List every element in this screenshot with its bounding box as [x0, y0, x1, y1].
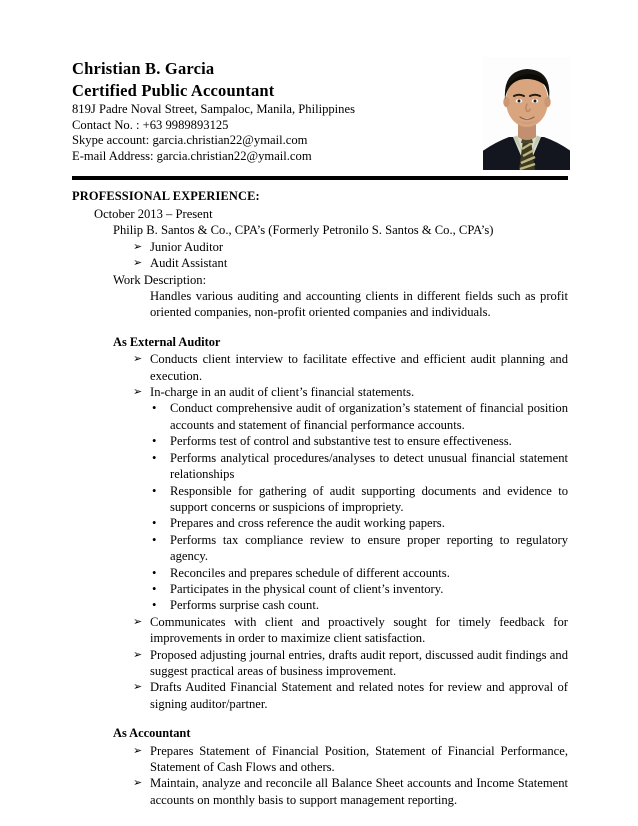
list-item-text: Performs tax compliance review to ensure proper reporting to regulatory agency. [170, 532, 568, 564]
list-item [152, 532, 568, 565]
list-item [152, 433, 568, 449]
arrow-bullet-icon: ➢ [133, 385, 143, 399]
candidate-name: Christian B. Garcia [72, 59, 215, 78]
accountant-list [72, 743, 568, 809]
list-item-text: Proposed adjusting journal entries, drafts audit report, discussed audit findings and suggest practical areas of business improvement. [150, 647, 568, 678]
role-label: Audit Assistant [150, 256, 228, 271]
list-item-text: Prepares Statement of Financial Position, Statement of Financial Performance, Statement of Cash Flows and others. [150, 743, 568, 774]
list-item [152, 400, 568, 433]
candidate-skype: Skype account: garcia.christian22@ymail.com [72, 133, 308, 148]
list-item-text: Prepares and cross reference the audit working papers. [170, 516, 445, 531]
dot-bullet-icon: • [152, 434, 157, 449]
candidate-title: Certified Public Accountant [72, 81, 275, 100]
external-auditor-sublist [72, 400, 568, 613]
candidate-email: E-mail Address: garcia.christian22@ymail.com [72, 148, 312, 163]
list-item-text: Responsible for gathering of audit supporting documents and evidence to support concerns or suspicions of impropriety. [170, 483, 568, 514]
experience-date-range: October 2013 – Present [94, 207, 213, 221]
experience-company: Philip B. Santos & Co., CPA’s (Formerly Petronilo S. Santos & Co., CPA’s) [113, 223, 494, 238]
candidate-photo [483, 57, 570, 170]
list-item [133, 679, 568, 712]
section-title-professional-experience: PROFESSIONAL EXPERIENCE: [72, 189, 260, 203]
arrow-bullet-icon: ➢ [133, 647, 143, 661]
list-item-text: Participates in the physical count of client’s inventory. [170, 581, 444, 596]
subsection-title-external-auditor: As External Auditor [113, 334, 221, 349]
list-item-text: Maintain, analyze and reconcile all Balance Sheet accounts and Income Statement accounts on monthly basis to support management reporting. [150, 776, 568, 807]
list-item-text: In-charge in an audit of client’s financial statements. [150, 385, 415, 400]
list-item [133, 775, 568, 808]
list-item [152, 597, 568, 613]
list-item-text: Performs surprise cash count. [170, 598, 319, 613]
list-item [133, 239, 568, 255]
work-description-label: Work Description: [113, 272, 207, 287]
list-item [133, 647, 568, 680]
list-item-text: Drafts Audited Financial Statement and related notes for review and approval of signing auditor/partner. [150, 680, 568, 711]
subsection-title-accountant: As Accountant [113, 726, 191, 741]
list-item [152, 483, 568, 516]
list-item-text: Conducts client interview to facilitate effective and efficient audit planning and execution. [150, 352, 568, 383]
experience-roles-list [72, 239, 568, 272]
dot-bullet-icon: • [152, 581, 157, 596]
arrow-bullet-icon: ➢ [133, 352, 143, 366]
resume-header [72, 58, 472, 164]
dot-bullet-icon: • [152, 565, 157, 580]
dot-bullet-icon: • [152, 401, 157, 416]
header-divider [72, 176, 568, 180]
arrow-bullet-icon: ➢ [133, 239, 143, 253]
work-description-text: Handles various auditing and accounting clients in different fields such as profit oriented companies, non-profit oriented companies and individuals. [150, 289, 568, 320]
list-item [133, 351, 568, 384]
arrow-bullet-icon: ➢ [133, 776, 143, 790]
candidate-contact-number: Contact No. : +63 9989893125 [72, 117, 229, 132]
list-item [133, 384, 568, 400]
list-item [133, 255, 568, 271]
arrow-bullet-icon: ➢ [133, 614, 143, 628]
arrow-bullet-icon: ➢ [133, 743, 143, 757]
portrait-photo-graphic [483, 57, 570, 170]
dot-bullet-icon: • [152, 532, 157, 547]
list-item [152, 581, 568, 597]
list-item [133, 614, 568, 647]
list-item-text: Performs analytical procedures/analyses to detect unusual financial statement relationships [170, 450, 568, 482]
dot-bullet-icon: • [152, 516, 157, 531]
resume-body [72, 188, 568, 808]
dot-bullet-icon: • [152, 450, 157, 465]
external-auditor-list-top [72, 351, 568, 400]
list-item-text: Communicates with client and proactively sought for timely feedback for improvements in order to maximize client satisfaction. [150, 614, 568, 646]
list-item-text: Reconciles and prepares schedule of different accounts. [170, 565, 450, 580]
list-item-text: Conduct comprehensive audit of organization’s statement of financial position accounts and statement of financial performance accounts. [170, 401, 568, 432]
list-item [152, 450, 568, 483]
arrow-bullet-icon: ➢ [133, 256, 143, 270]
list-item [152, 515, 568, 531]
candidate-address: 819J Padre Noval Street, Sampaloc, Manila, Philippines [72, 102, 355, 116]
list-item [133, 743, 568, 776]
dot-bullet-icon: • [152, 598, 157, 613]
list-item-text: Performs test of control and substantive test to ensure effectiveness. [170, 434, 512, 449]
list-item [152, 565, 568, 581]
role-label: Junior Auditor [150, 239, 224, 254]
dot-bullet-icon: • [152, 483, 157, 498]
arrow-bullet-icon: ➢ [133, 680, 143, 694]
external-auditor-list-bottom [72, 614, 568, 712]
